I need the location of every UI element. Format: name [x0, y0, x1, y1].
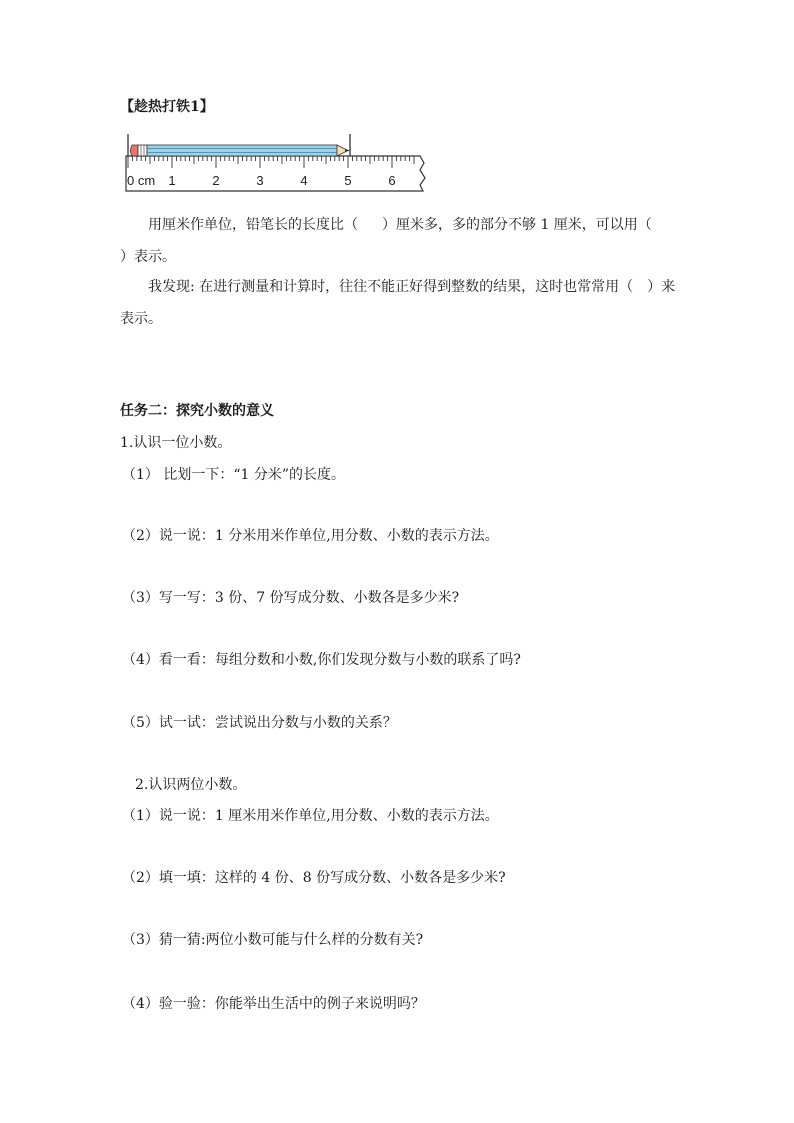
ruler-tick-label: 3 — [256, 173, 264, 188]
discovery-part-2: ）来表示。 — [120, 279, 676, 327]
ruler-question — [120, 209, 680, 273]
ruler-tick-label: 2 — [212, 173, 220, 188]
discovery-statement — [120, 271, 680, 335]
part2-item: （2）填一填：这样的 4 份、8 份写成分数、小数各是多少米? — [122, 870, 506, 886]
pencil — [131, 145, 351, 156]
ruler-zero-label: 0 cm — [127, 173, 156, 188]
part1-item: （3）写一写：3 份、7 份写成分数、小数各是多少米? — [122, 590, 460, 606]
part1-item: （5）试一试：尝试说出分数与小数的关系？ — [122, 715, 397, 731]
part1-item: （2）说一说：1 分米用米作单位,用分数、小数的表示方法。 — [122, 528, 499, 544]
part2-item: （4）验一验：你能举出生活中的例子来说明吗？ — [122, 996, 425, 1012]
ruler-tick-label: 5 — [344, 173, 352, 188]
ruler-tick-label: 6 — [388, 173, 396, 188]
discovery-part-1: 我发现: 在进行测量和计算时，往往不能正好得到整数的结果，这时也常常用（ — [148, 279, 634, 295]
part2-item: （1）说一说：1 厘米用米作单位,用分数、小数的表示方法。 — [122, 808, 499, 824]
part1-item: （4）看一看：每组分数和小数,你们发现分数与小数的联系了吗? — [122, 652, 521, 668]
ruler-question-part-3: ）表示。 — [120, 249, 176, 265]
ruler-tick-label: 1 — [168, 173, 176, 188]
ruler-figure — [122, 132, 432, 194]
ruler-question-part-1: 用厘米作单位，铅笔长的长度比（ — [148, 217, 358, 233]
task2-heading: 任务二：探究小数的意义 — [120, 403, 274, 419]
part2-title: 2.认识两位小数。 — [135, 777, 247, 793]
ruler-tick-label: 4 — [300, 173, 308, 188]
ruler-question-part-2: ）厘米多，多的部分不够 1 厘米，可以用（ — [382, 217, 652, 233]
part1-title: 1.认识一位小数。 — [120, 435, 232, 451]
pencil-ferrule — [138, 145, 147, 156]
part1-item: （1） 比划一下：“1 分米”的长度。 — [122, 467, 346, 483]
part2-item: （3）猜一猜:两位小数可能与什么样的分数有关? — [122, 932, 424, 948]
pencil-body — [147, 145, 337, 156]
pencil-eraser — [131, 145, 139, 156]
exercise-heading: 【趁热打铁1】 — [120, 99, 214, 115]
